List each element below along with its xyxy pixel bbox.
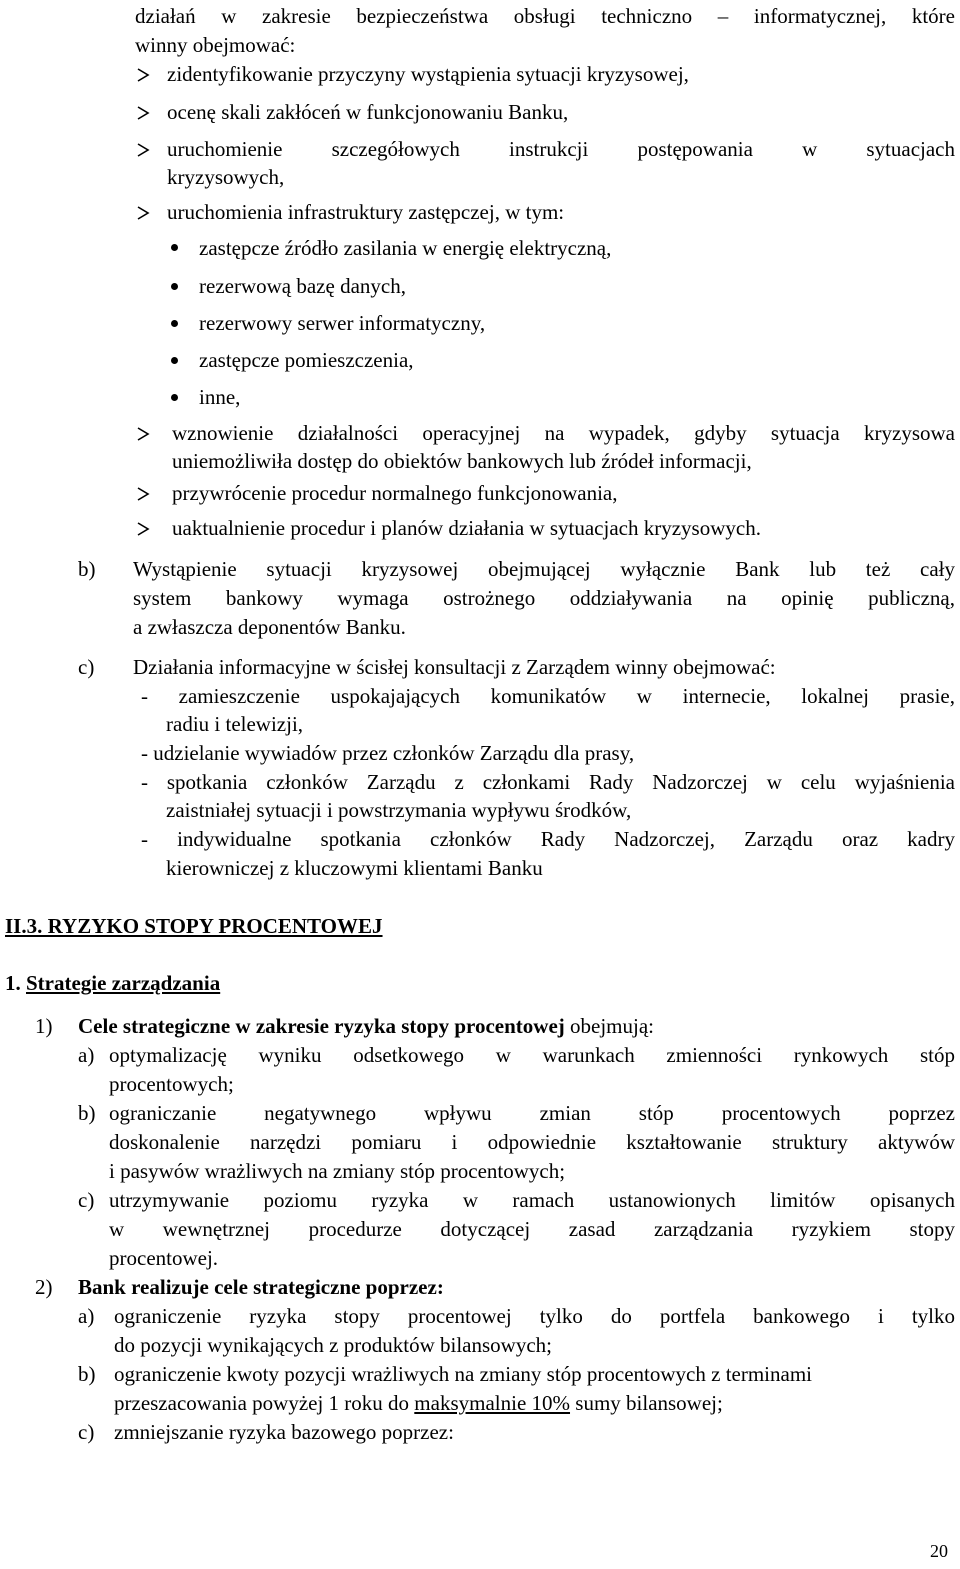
arrow-item-1: zidentyfikowanie przyczyny wystąpienia sytuacji kryzysowej, (167, 62, 689, 86)
point-1-rest: obejmują: (564, 1014, 654, 1038)
point-1-c-line-3: procentowej. (109, 1246, 219, 1270)
arrow-item-3-line-1: uruchomienie szczegółowych instrukcji postępowania w sytuacjach (167, 137, 955, 161)
point-2-b-line-2 (114, 1389, 723, 1418)
arrow-bullet-icon (136, 487, 150, 501)
item-b-line-1: Wystąpienie sytuacji kryzysowej obejmującej wyłącznie Bank lub też cały (133, 557, 955, 581)
arrow-item-3-line-2: kryzysowych, (167, 165, 285, 189)
intro-line-2: winny obejmować: (135, 33, 296, 57)
point-2-marker: 2) (35, 1275, 53, 1299)
item-c-dash-4-line-1: - indywidualne spotkania członków Rady Nadzorczej, Zarządu oraz kadry (141, 827, 955, 851)
bullet-icon (171, 320, 178, 327)
bullet-icon (171, 357, 178, 364)
point-2-heading: Bank realizuje cele strategiczne poprzez: (78, 1275, 444, 1299)
arrow-item-6: przywrócenie procedur normalnego funkcjonowania, (172, 481, 618, 505)
point-1-b-line-1: ograniczanie negatywnego wpływu zmian stóp procentowych poprzez (109, 1101, 955, 1125)
bullet-icon (171, 394, 178, 401)
point-2-b-marker: b) (78, 1362, 96, 1386)
item-c-dash-3-line-1: - spotkania członków Zarządu z członkami Rady Nadzorczej w celu wyjaśnienia (141, 770, 955, 794)
item-c-dash-1-line-1: - zamieszczenie uspokajających komunikatów w internecie, lokalnej prasie, (141, 684, 955, 708)
subheading-number: 1. (5, 971, 21, 995)
point-2-a-line-2: do pozycji wynikających z produktów bilansowych; (114, 1333, 552, 1357)
point-2-b-line-2-pre: przeszacowania powyżej 1 roku do (114, 1391, 415, 1415)
point-1-b-marker: b) (78, 1101, 96, 1125)
item-c-dash-3-line-2: zaistniałej sytuacji i powstrzymania wypływu środków, (166, 798, 632, 822)
point-2-a-marker: a) (78, 1304, 95, 1328)
point-2-c-marker: c) (78, 1420, 95, 1444)
bullet-icon (171, 244, 178, 251)
point-1-b-line-3: i pasywów wrażliwych na zmiany stóp procentowych; (109, 1159, 566, 1183)
arrow-item-2: ocenę skali zakłóceń w funkcjonowaniu Banku, (167, 100, 569, 124)
point-1-a-line-2: procentowych; (109, 1072, 234, 1096)
item-c-line-1: Działania informacyjne w ścisłej konsultacji z Zarządem winny obejmować: (133, 655, 776, 679)
item-c-dash-4-line-2: kierowniczej z kluczowymi klientami Banku (166, 856, 543, 880)
subheading-title: Strategie zarządzania (26, 971, 221, 995)
item-b-line-3: a zwłaszcza deponentów Banku. (133, 615, 406, 639)
page-number: 20 (930, 1541, 948, 1561)
point-1-c-marker: c) (78, 1188, 95, 1212)
item-b-marker: b) (78, 557, 96, 581)
point-2-b-limit: maksymalnie 10% (414, 1391, 571, 1415)
item-b-line-2: system bankowy wymaga ostrożnego oddziaływania na opinię publiczną, (133, 586, 955, 610)
point-1-c-line-1: utrzymywanie poziomu ryzyka w ramach ustanowionych limitów opisanych (109, 1188, 955, 1212)
intro-line-1: działań w zakresie bezpieczeństwa obsługi techniczno – informatycznej, które (135, 4, 955, 28)
bullet-icon (171, 283, 178, 290)
item-c-dash-2: - udzielanie wywiadów przez członków Zarządu dla prasy, (141, 741, 635, 765)
arrow-bullet-icon (136, 206, 150, 220)
point-1-marker: 1) (35, 1014, 53, 1038)
bullet-item-2: rezerwową bazę danych, (199, 274, 406, 298)
arrow-bullet-icon (136, 143, 150, 157)
point-1-c-line-2: w wewnętrznej procedurze dotyczącej zasad zarządzania ryzykiem stopy (109, 1217, 955, 1241)
point-2-b-line-1: ograniczenie kwoty pozycji wrażliwych na zmiany stóp procentowych z terminami (114, 1362, 813, 1386)
arrow-item-5-line-2: uniemożliwiła dostęp do obiektów bankowych lub źródeł informacji, (172, 449, 752, 473)
point-1-bold: Cele strategiczne w zakresie ryzyka stopy procentowej (78, 1014, 565, 1038)
arrow-item-4: uruchomienia infrastruktury zastępczej, w tym: (167, 200, 565, 224)
arrow-item-7: uaktualnienie procedur i planów działania w sytuacjach kryzysowych. (172, 516, 761, 540)
item-c-dash-1-line-2: radiu i telewizji, (166, 712, 304, 736)
point-2-b-line-2-post: sumy bilansowej; (570, 1391, 723, 1415)
point-1-b-line-2: doskonalenie narzędzi pomiaru i odpowiednie kształtowanie struktury aktywów (109, 1130, 955, 1154)
bullet-item-3: rezerwowy serwer informatyczny, (199, 311, 486, 335)
arrow-bullet-icon (136, 68, 150, 82)
arrow-bullet-icon (136, 427, 150, 441)
arrow-bullet-icon (136, 106, 150, 120)
arrow-bullet-icon (136, 522, 150, 536)
point-2-c-line-1: zmniejszanie ryzyka bazowego poprzez: (114, 1420, 454, 1444)
point-1-heading (78, 1012, 654, 1041)
section-heading: II.3. RYZYKO STOPY PROCENTOWEJ (5, 914, 383, 938)
point-2-a-line-1: ograniczenie ryzyka stopy procentowej tylko do portfela bankowego i tylko (114, 1304, 955, 1328)
bullet-item-4: zastępcze pomieszczenia, (199, 348, 414, 372)
point-1-a-line-1: optymalizację wyniku odsetkowego w warunkach zmienności rynkowych stóp (109, 1043, 955, 1067)
bullet-item-5: inne, (199, 385, 241, 409)
subheading (5, 969, 220, 998)
bullet-item-1: zastępcze źródło zasilania w energię elektryczną, (199, 236, 612, 260)
item-c-marker: c) (78, 655, 95, 679)
arrow-item-5-line-1: wznowienie działalności operacyjnej na wypadek, gdyby sytuacja kryzysowa (172, 421, 955, 445)
point-1-a-marker: a) (78, 1043, 95, 1067)
